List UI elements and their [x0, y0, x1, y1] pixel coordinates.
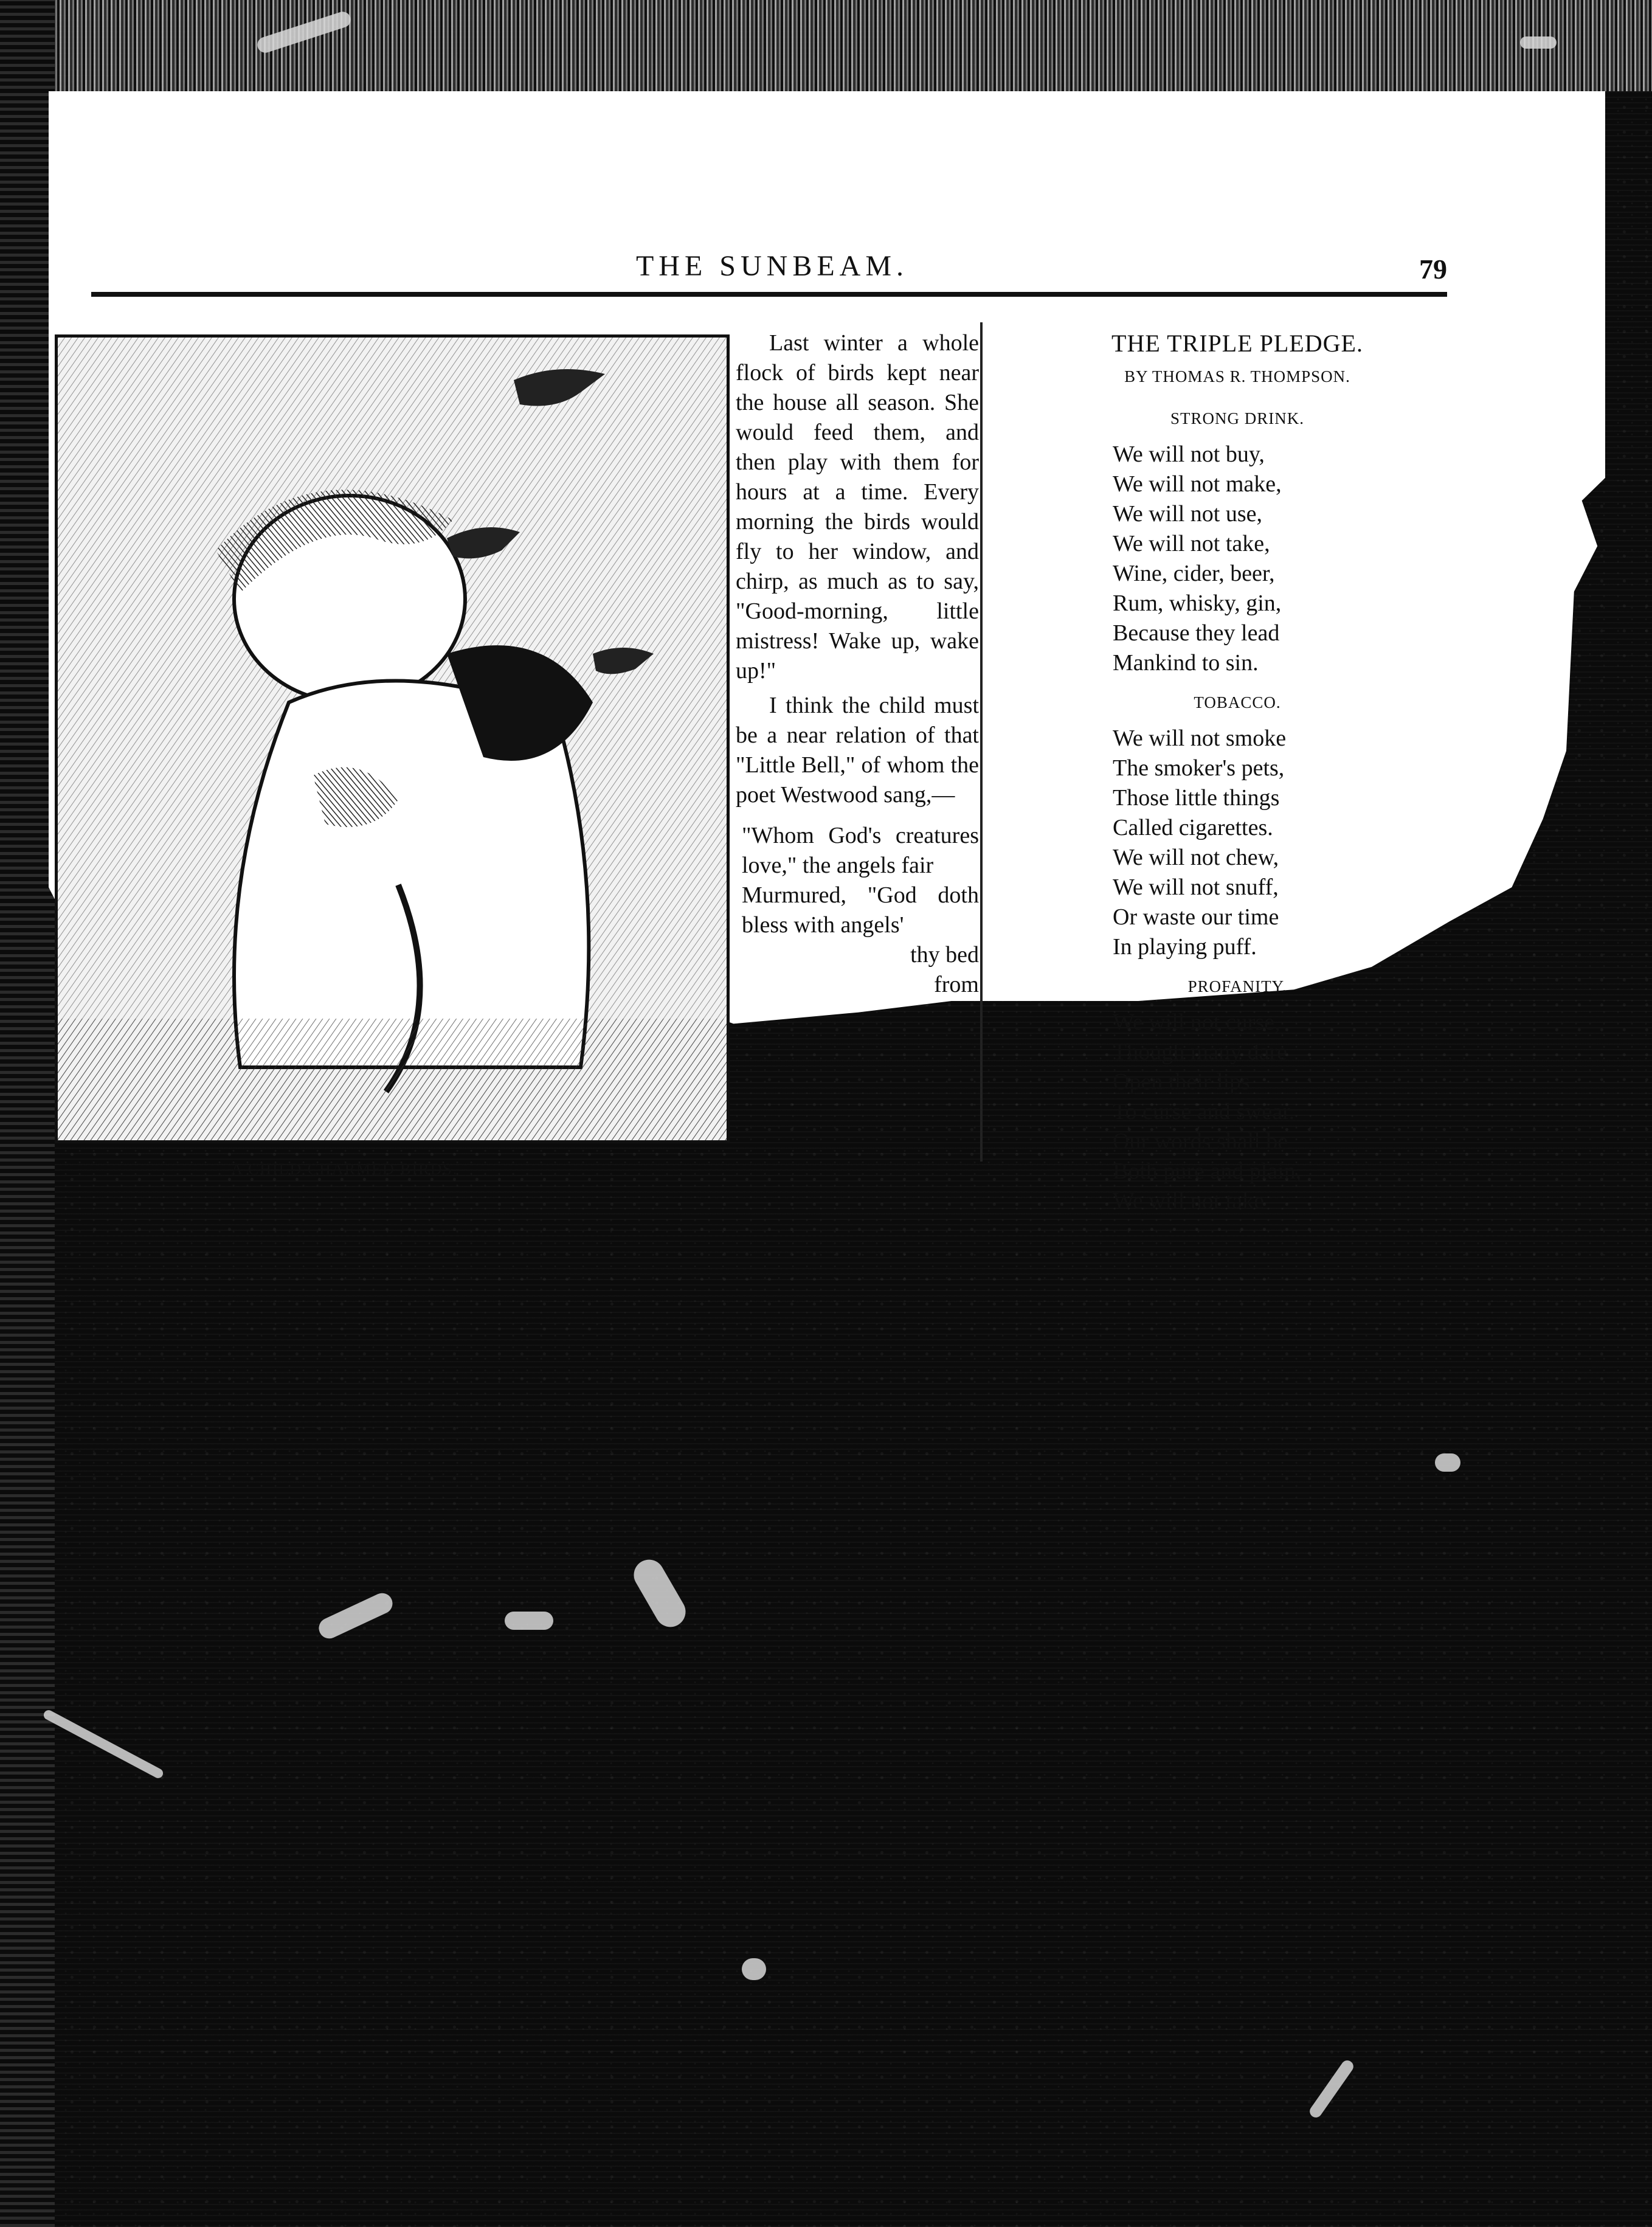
story-paragraph: I think the child must be a near relation of that "Little Bell," of whom the poet Westwood sang,—: [736, 693, 979, 808]
page-number: 79: [1419, 254, 1447, 285]
story-paragraph: Last winter a whole flock of birds kept near the house all season. She would feed them, and then play with them for hours at a time. Every morning the birds would fly to her window, and chirp, as much as to say, "Good-morning, little mistress! Wake up, wake up!": [736, 330, 979, 684]
running-title: THE SUNBEAM.: [635, 250, 908, 282]
poem-line: The smoker's pets,: [1113, 755, 1285, 781]
poem-title: THE TRIPLE PLEDGE.: [1111, 330, 1363, 357]
poem-column: [1034, 328, 1441, 1216]
poem-line: In playing puff.: [1113, 934, 1257, 960]
story-quote-line: "Whom God's creatures love," the angels fair: [742, 823, 979, 878]
scan-top-band: [0, 0, 1652, 91]
poem-line: To curse and swear.: [1113, 1099, 1295, 1124]
poem-line: Our words shall be: [1113, 1129, 1288, 1154]
poem-line: We will not use,: [1113, 501, 1263, 527]
poem-line: We will not curse,: [1113, 1010, 1280, 1035]
story-quote-line: from: [934, 972, 979, 997]
poem-line: Wine, cider, beer,: [1113, 561, 1275, 586]
girl-with-birds-engraving: [58, 338, 727, 1140]
story-column: [736, 328, 979, 1000]
column-divider: [980, 322, 983, 1162]
poem-line: Though many dare: [1113, 1039, 1288, 1065]
poem-line: Called cigarettes.: [1113, 815, 1273, 840]
story-quote-line: thy bed: [910, 942, 979, 968]
poem-line: We will not make,: [1113, 471, 1282, 497]
poem-line: We will not chew,: [1113, 845, 1279, 870]
debris-streak: [1520, 36, 1557, 49]
engraving-illustration: [55, 334, 730, 1143]
header-rule: [91, 292, 1447, 297]
debris-streak: [1435, 1453, 1460, 1472]
poem-line: Because they lead: [1113, 620, 1280, 646]
debris-streak: [742, 1958, 766, 1980]
poem-line: Mankind to sin.: [1113, 650, 1259, 676]
poem-line: We will not snuff,: [1113, 875, 1279, 900]
story-quote-line: Murmured, "God doth bless with angels': [742, 882, 979, 938]
page-header: [91, 231, 1447, 298]
debris-streak: [505, 1612, 553, 1630]
poem-section-heading: PROFANITY.: [1187, 977, 1287, 996]
poem-line: Those little things: [1113, 785, 1280, 811]
scan-left-edge: [0, 0, 55, 2227]
poem-author: BY THOMAS R. THOMPSON.: [1124, 367, 1350, 386]
illustration-caption: A CHILD CHARMED BIRDS.: [231, 1160, 458, 1178]
poem-line: We will not smoke: [1113, 726, 1287, 751]
poem-line: Open their lips: [1113, 1069, 1250, 1095]
poem-line: Rum, whisky, gin,: [1113, 591, 1282, 616]
poem-line: We will not take: [1113, 1188, 1265, 1214]
poem-line: Or waste our time: [1113, 904, 1279, 930]
poem-line: Both pure and plain,: [1113, 1159, 1302, 1184]
poem-line: We will not take,: [1113, 531, 1270, 556]
poem-line: We will not buy,: [1113, 442, 1265, 467]
poem-section-heading: STRONG DRINK.: [1170, 409, 1304, 428]
poem-section-heading: TOBACCO.: [1194, 693, 1281, 712]
